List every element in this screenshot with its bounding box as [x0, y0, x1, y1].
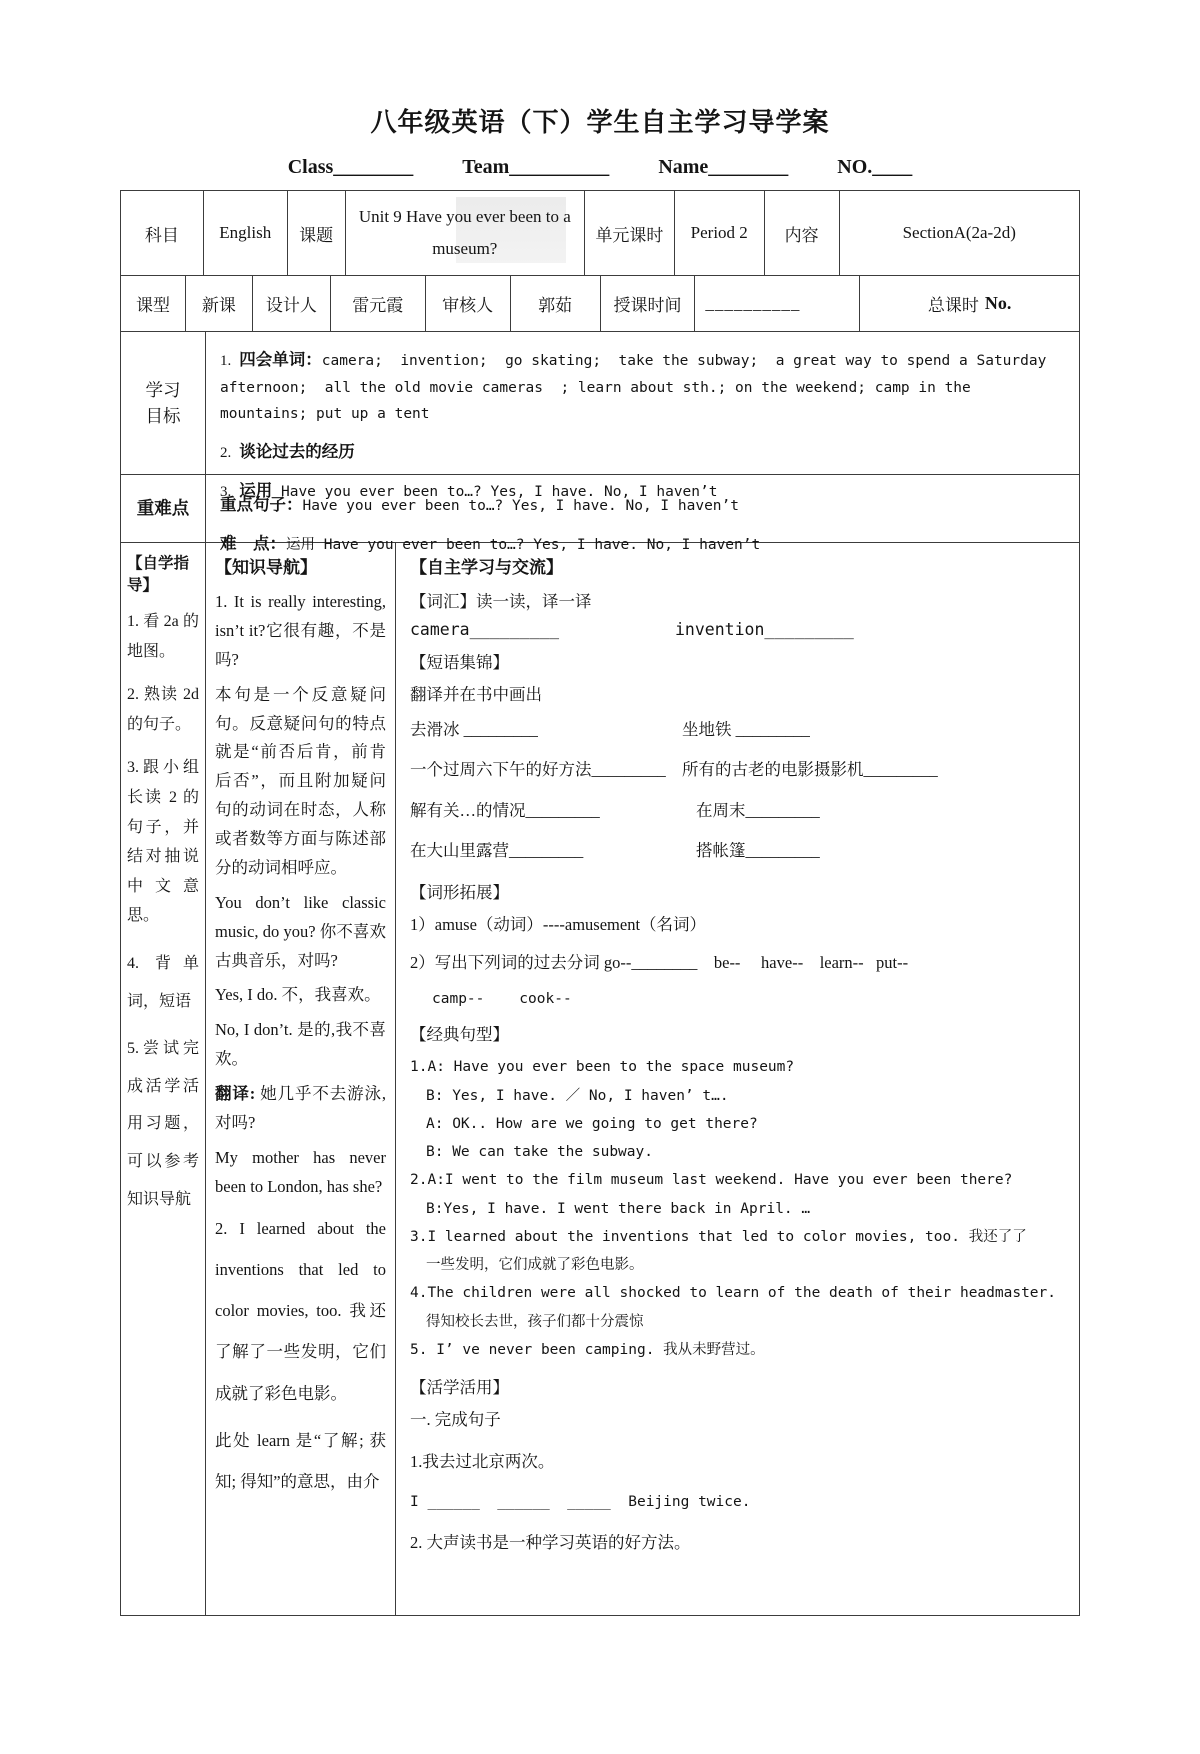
phrase-pair-4 — [410, 838, 1065, 864]
name-blank: Name________ — [658, 156, 789, 178]
key-points-row — [121, 475, 1079, 554]
content-label: 内容 — [765, 191, 840, 275]
total-periods-cell — [860, 276, 1079, 331]
nav-paragraph-2: 本句是一个反意疑问句。反意疑问句的特点就是“前否后肯，前肯后否”，而且附加疑问句的动词在时态，人称或者数等方面与陈述部分的动词相呼应。 — [215, 684, 386, 877]
objectives-row — [121, 332, 1079, 500]
phrases-header: 【短语集锦】 — [410, 653, 509, 672]
topic-value — [346, 191, 585, 275]
sentence-line-8: 一些发明，它们成就了彩色电影。 — [426, 1257, 644, 1274]
unit-period-label: 单元课时 — [585, 191, 675, 275]
sentence-line-9: 4.The children were all shocked to learn of the death of their headmaster. — [410, 1285, 1057, 1302]
phrases-subtitle: 翻译并在书中画出 — [410, 685, 542, 704]
topic-line-1: Unit 9 Have you ever been to a — [358, 206, 571, 226]
sentence-line-7: 3.I learned about the inventions that led to color movies, too. 我还了了 — [410, 1228, 1027, 1245]
phrase-blank: 在周末_________ — [696, 800, 820, 820]
meta-row-1 — [121, 191, 1079, 276]
nav-paragraph-1: 1. It is really interesting, isn’t it?它很有趣，不是吗? — [215, 592, 386, 669]
sentence-line-3: A: OK.. How are we going to get there? — [426, 1115, 758, 1132]
no-blank: NO.____ — [837, 156, 913, 178]
phrase-blank: 解有关…的情况_________ — [410, 800, 600, 820]
designer-value: 雷元霞 — [331, 276, 426, 331]
reviewer-value: 郭茹 — [511, 276, 601, 331]
total-periods-no: No. — [984, 293, 1012, 313]
self-learning-column — [396, 543, 1079, 1615]
phrase-blank: 所有的古老的电影摄影机_________ — [682, 760, 938, 780]
main-row — [121, 543, 1079, 1615]
word-forms-line-1: 1）amuse（动词）----amusement（名词） — [410, 914, 707, 934]
sentence-line-11: 5. I’ ve never been camping. 我从未野营过。 — [410, 1342, 765, 1358]
word-forms-line-2: 2）写出下列词的过去分词 go--________ be-- have-- learn-- put-- — [410, 952, 909, 972]
vocab-blank-invention: invention_________ — [675, 620, 854, 639]
objective-item-2: 2. 谈论过去的经历 — [220, 441, 355, 461]
word-forms-line-3: camp-- cook-- — [432, 990, 572, 1007]
course-type-label: 课型 — [121, 276, 186, 331]
nav-paragraph-9: 此处 learn 是“了解; 获知; 得知”的意思，由介 — [215, 1430, 386, 1491]
guide-item-5: 5.尝试完成活学活用习题，可以参考知识导航 — [127, 1040, 199, 1208]
phrase-pair-1 — [410, 717, 1065, 743]
sentence-line-6: B:Yes, I have. I went there back in April. … — [426, 1200, 811, 1217]
subject-label: 科目 — [121, 191, 204, 275]
self-learning-header: 【自主学习与交流】 — [410, 558, 563, 577]
key-points-content — [206, 475, 1079, 554]
topic-line-2: museum? — [432, 239, 498, 258]
nav-paragraph-7: My mother has never been to London, has she? — [215, 1147, 386, 1196]
page-title: 八年级英语（下）学生自主学习导学案 — [370, 108, 830, 137]
class-blank: Class________ — [287, 156, 414, 178]
team-blank: Team__________ — [462, 156, 610, 178]
sentence-line-2: B: Yes, I have. ／ No, I haven’ t…. — [426, 1087, 729, 1104]
student-info-line — [0, 156, 1200, 179]
reviewer-label: 审核人 — [426, 276, 511, 331]
nav-paragraph-8: 2. I learned about the inventions that led to color movies, too. 我还了解了一些发明，它们成就了彩色电影。 — [215, 1218, 386, 1403]
word-forms-header: 【词形拓展】 — [410, 882, 509, 902]
designer-label: 设计人 — [253, 276, 331, 331]
guide-item-1: 1. 看 2a 的地图。 — [127, 613, 199, 660]
meta-row-2 — [121, 276, 1079, 332]
practice-line-3: I ______ ______ _____ Beijing twice. — [410, 1494, 751, 1511]
teach-time-label: 授课时间 — [601, 276, 696, 331]
sentence-line-1: 1.A: Have you ever been to the space museum? — [410, 1059, 795, 1076]
objective-item-1: 1. 四会单词：camera; invention; go skating; take the subway; a great way to spend a Saturday afternoon; all the old movie cameras ; learn about sth.; on the weekend; camp in the mountains; put up a tent — [220, 350, 1056, 423]
topic-label: 课题 — [288, 191, 346, 275]
practice-line-4: 2. 大声读书是一种学习英语的好方法。 — [410, 1533, 691, 1552]
practice-line-1: 一. 完成句子 — [410, 1410, 501, 1430]
phrase-pair-3 — [410, 798, 1065, 824]
teach-time-blank: __________ — [695, 276, 860, 331]
vocab-line — [410, 620, 1065, 639]
self-study-guide-column — [121, 543, 206, 1615]
total-periods-label: 总课时 — [927, 296, 979, 315]
sentence-line-4: B: We can take the subway. — [426, 1144, 653, 1161]
guide-item-3: 3.跟小组长读 2 的句子，并结对抽说中文意思。 — [127, 759, 199, 925]
key-points-label: 重难点 — [121, 475, 206, 542]
vocab-blank-camera: camera_________ — [410, 620, 560, 639]
course-type-value: 新课 — [186, 276, 253, 331]
unit-period-value: Period 2 — [675, 191, 765, 275]
worksheet-table — [120, 190, 1080, 1616]
sentence-line-10: 得知校长去世，孩子们都十分震惊 — [426, 1313, 644, 1330]
subject-value: English — [204, 191, 288, 275]
phrase-blank: 搭帐篷_________ — [696, 841, 820, 861]
sentence-line-5: 2.A:I went to the film museum last weekend. Have you ever been there? — [410, 1172, 1013, 1189]
phrase-blank: 去滑冰 _________ — [410, 720, 538, 740]
objectives-content — [206, 332, 1079, 500]
nav-paragraph-3: You don’t like classic music, do you? 你不喜欢古典音乐，对吗? — [215, 892, 386, 970]
knowledge-nav-column — [206, 543, 396, 1615]
objectives-label: 学习 目标 — [121, 332, 206, 474]
content-value: SectionA(2a-2d) — [902, 223, 1016, 242]
vocab-header: 【词汇】读一读，译一译 — [410, 592, 592, 611]
practice-line-2: 1.我去过北京两次。 — [410, 1452, 555, 1472]
self-study-guide-header: 【自学指导】 — [127, 555, 190, 594]
key-point-line: 重点句子：Have you ever been to…? Yes, I have. No, I haven’t — [220, 495, 739, 514]
knowledge-nav-header: 【知识导航】 — [215, 558, 317, 577]
phrase-pair-2 — [410, 757, 1065, 783]
guide-item-4: 4. 背单词，短语 — [127, 954, 199, 1010]
nav-paragraph-6: 翻译: 她几乎不去游泳,对吗? — [215, 1084, 386, 1132]
objective-item-3: 3. 运用 Have you ever been to…? Yes, I have. No, I haven’t — [220, 480, 718, 500]
phrase-blank: 在大山里露营_________ — [410, 841, 584, 861]
phrase-blank: 一个过周六下午的好方法_________ — [410, 760, 666, 780]
nav-paragraph-4: Yes, I do. 不，我喜欢。 — [215, 985, 381, 1005]
practice-header: 【活学活用】 — [410, 1378, 509, 1398]
phrase-blank: 坐地铁 _________ — [682, 720, 810, 740]
difficult-point-line: 难 点：运用 Have you ever been to…? Yes, I have. No, I haven’t — [220, 534, 761, 554]
sentences-header: 【经典句型】 — [410, 1025, 509, 1045]
guide-item-2: 2. 熟读 2d 的句子。 — [127, 686, 199, 733]
nav-paragraph-5: No, I don’t. 是的,我不喜欢。 — [215, 1020, 386, 1069]
